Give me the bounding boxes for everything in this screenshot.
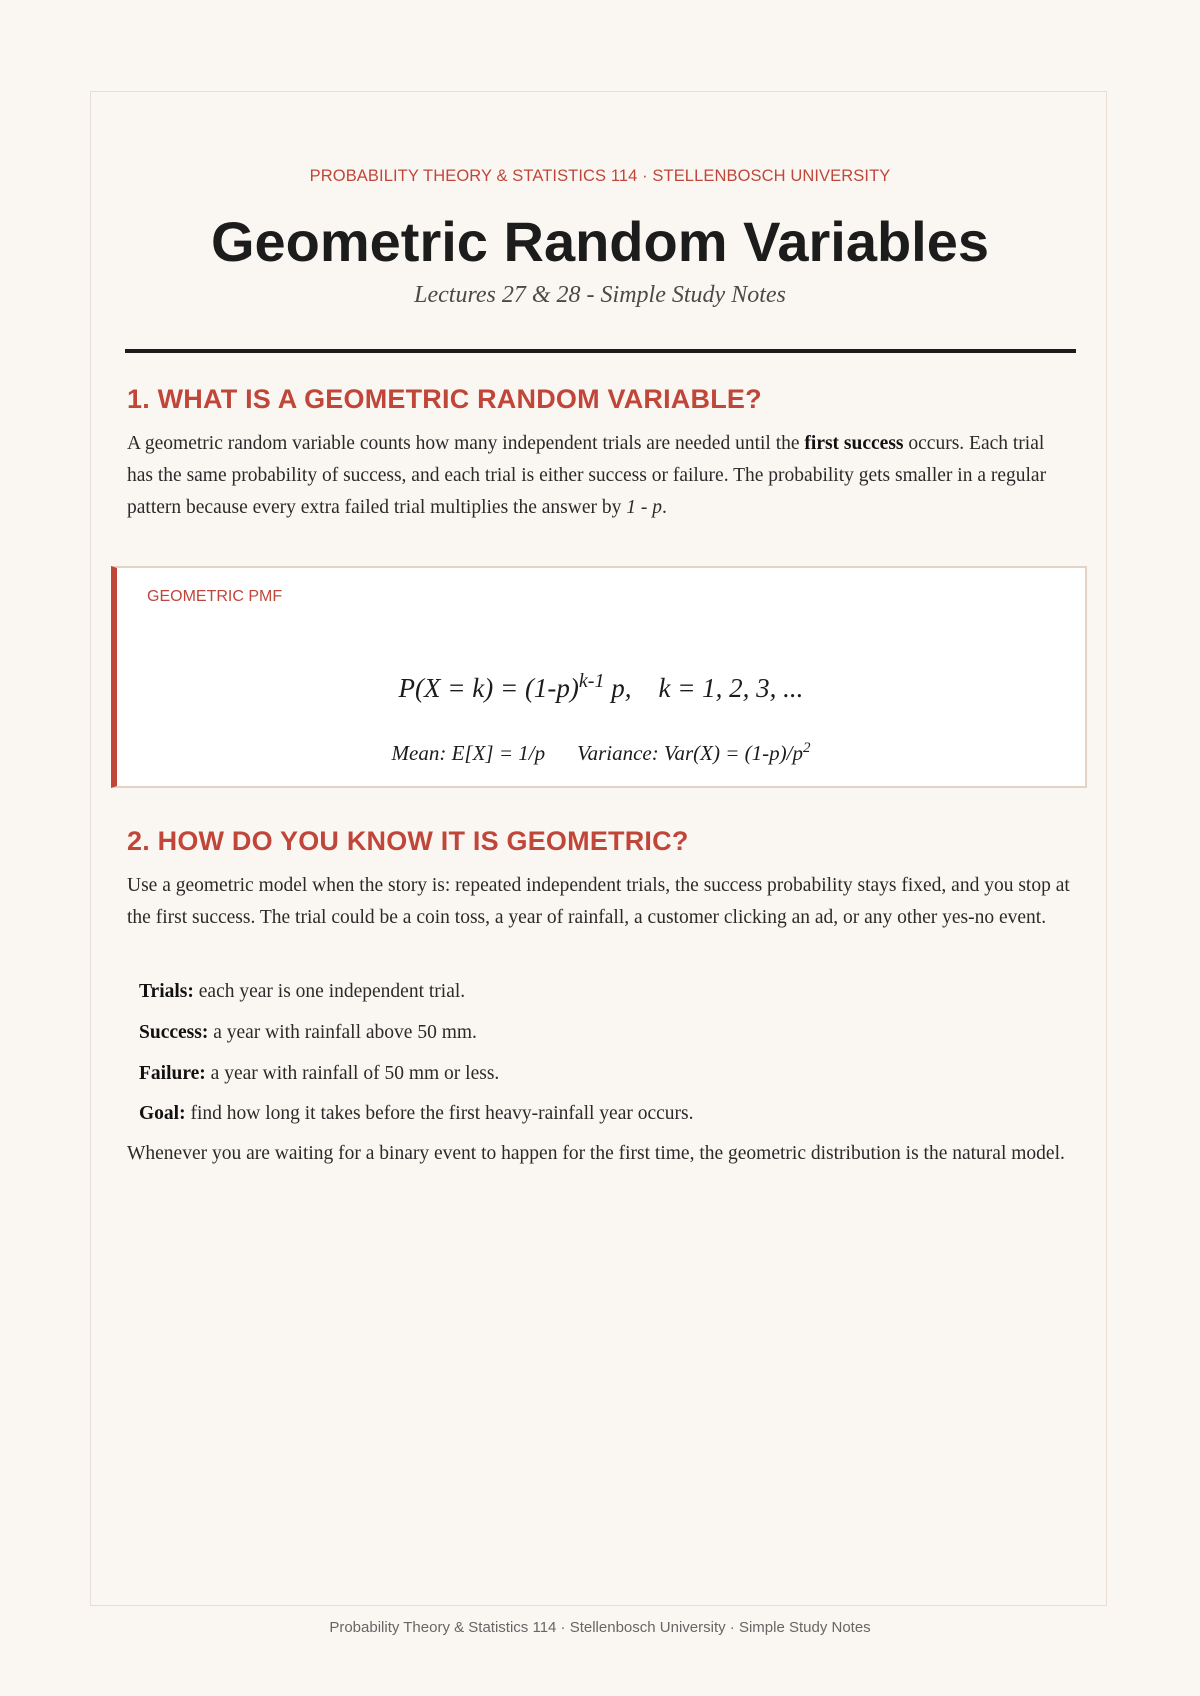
section-1-emphasis: first success	[804, 433, 904, 454]
pmf-formula-right: p, k = 1, 2, 3, ...	[604, 673, 804, 703]
section-2-heading: 2. HOW DO YOU KNOW IT IS GEOMETRIC?	[127, 826, 689, 856]
pmf-formula	[117, 670, 1085, 704]
list-item	[139, 1099, 1069, 1129]
formula-label: GEOMETRIC PMF	[147, 588, 283, 605]
list-item	[139, 977, 1069, 1007]
variance-exponent: 2	[802, 740, 811, 756]
section-1-text-a: A geometric random variable counts how many independent trials are needed until the	[127, 433, 805, 454]
list-item-label: Goal:	[139, 1103, 186, 1124]
list-item-label: Trials:	[139, 981, 194, 1002]
section-2-closing: Whenever you are waiting for a binary event to happen for the first time, the geometric distribution is the natural model.	[127, 1143, 1065, 1164]
formula-box	[111, 566, 1087, 788]
list-item-text: find how long it takes before the first heavy-rainfall year occurs.	[185, 1103, 694, 1124]
list-item-text: a year with rainfall above 50 mm.	[208, 1022, 477, 1043]
section-2-intro: Use a geometric model when the story is: repeated independent trials, the success probability stays fixed, and you stop at the first success. The trial could be a coin toss, a year of rainfall, a customer clicking an ad, or any other yes-no event.	[127, 875, 1070, 928]
list-item-label: Failure:	[139, 1063, 206, 1084]
section-1-text-b: occurs. Each trial has the same probability of success, and each trial is either success or failure. The probability gets smaller in a regular pattern because every extra failed trial multiplies the answer by	[127, 433, 1047, 518]
title-divider	[125, 349, 1076, 353]
list-item	[139, 1018, 1069, 1048]
section-1-heading: 1. WHAT IS A GEOMETRIC RANDOM VARIABLE?	[127, 384, 762, 414]
pmf-formula-left: P(X = k) = (1-p)	[398, 673, 579, 703]
pmf-exponent: k-1	[578, 670, 605, 692]
list-item-text: a year with rainfall of 50 mm or less.	[205, 1063, 500, 1084]
page-title: Geometric Random Variables	[210, 210, 990, 273]
section-1-text-end: .	[661, 497, 667, 518]
variance-formula: Variance: Var(X) = (1-p)/p	[577, 741, 803, 765]
list-item	[139, 1059, 1069, 1089]
mean-formula: Mean: E[X] = 1/p	[391, 741, 546, 765]
list-item-text: each year is one independent trial.	[193, 981, 466, 1002]
list-item-label: Success:	[139, 1022, 209, 1043]
section-1-paragraph	[127, 428, 1075, 524]
section-1-math: 1 - p	[626, 497, 662, 518]
course-header: PROBABILITY THEORY & STATISTICS 114 · STELLENBOSCH UNIVERSITY	[309, 167, 891, 185]
mean-variance-formula	[117, 740, 1085, 766]
page-footer: Probability Theory & Statistics 114 · Stellenbosch University · Simple Study Notes	[329, 1619, 871, 1636]
page-subtitle: Lectures 27 & 28 - Simple Study Notes	[414, 282, 786, 308]
